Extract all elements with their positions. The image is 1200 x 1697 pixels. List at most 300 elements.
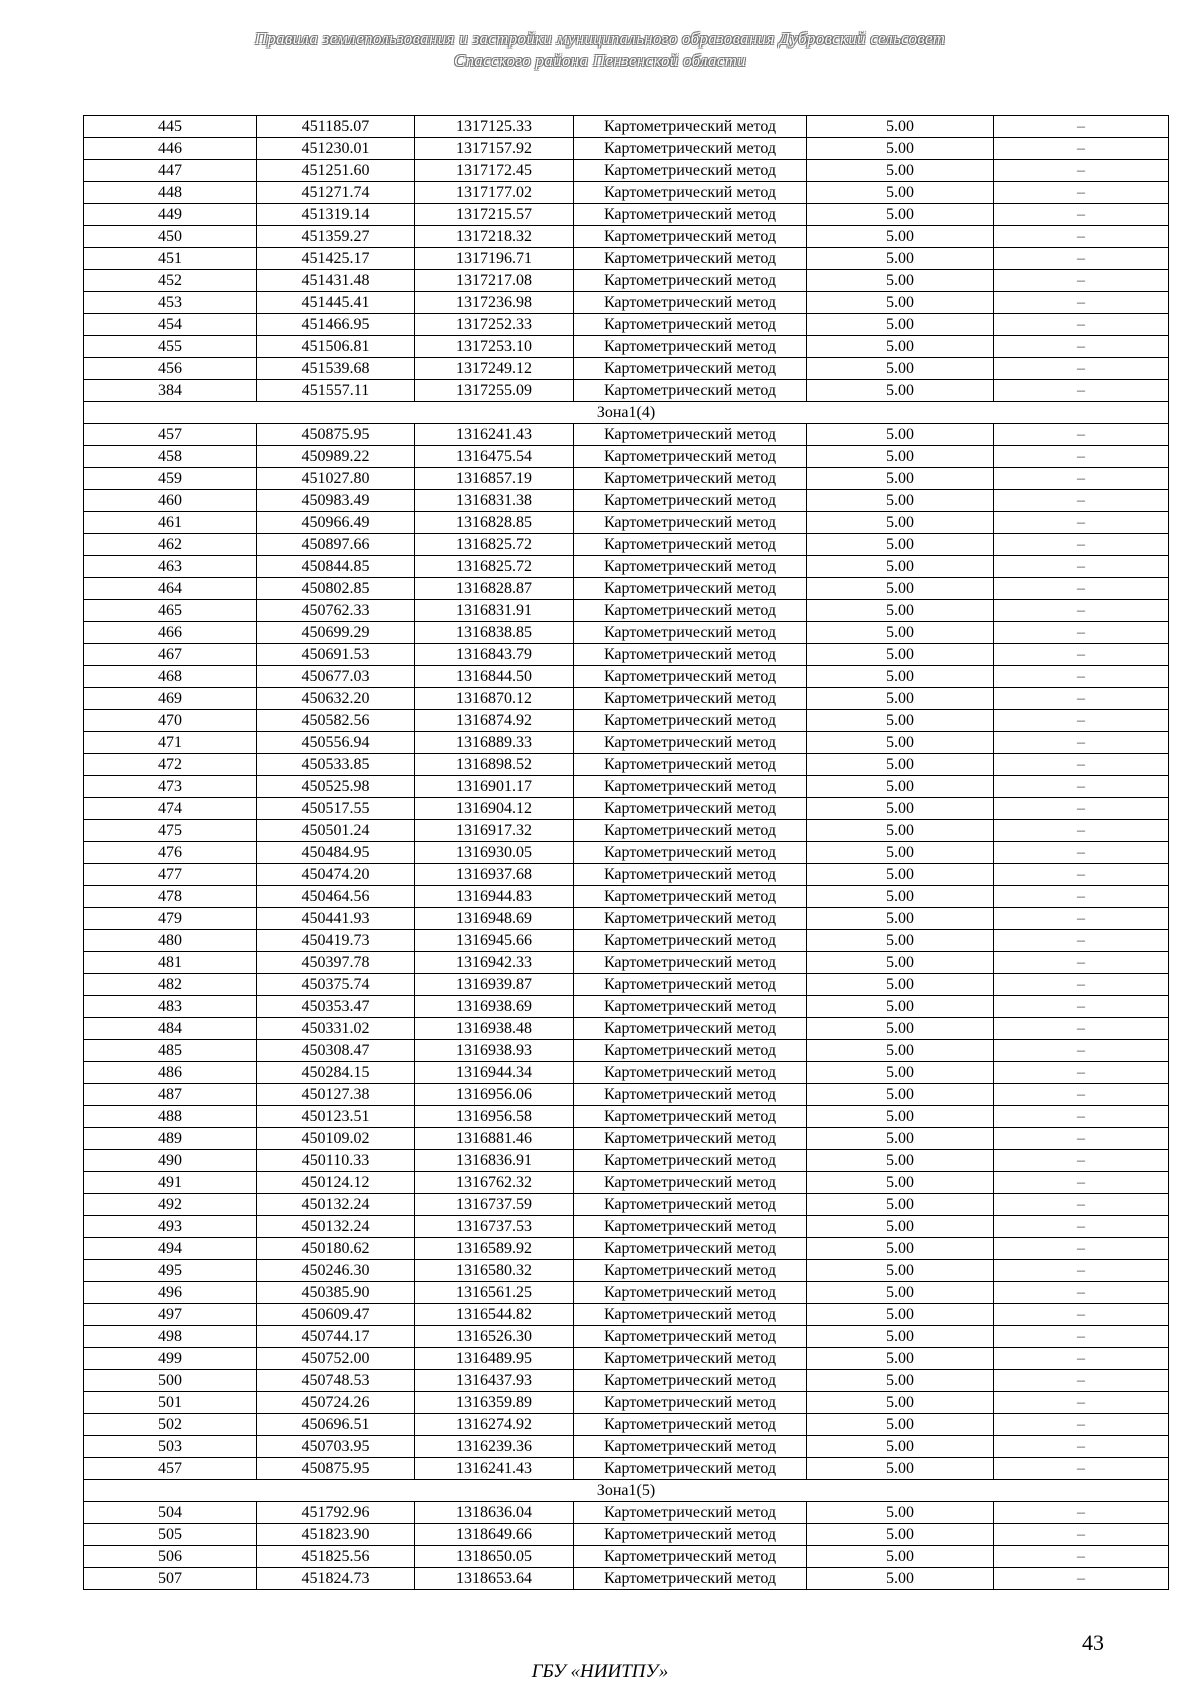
method-cell: Картометрический метод [574, 688, 807, 710]
accuracy-cell: 5.00 [807, 798, 994, 820]
table-row [84, 666, 1169, 688]
note-cell: – [994, 798, 1169, 820]
point-number-cell: 503 [84, 1436, 257, 1458]
accuracy-cell: 5.00 [807, 600, 994, 622]
note-cell: – [994, 1106, 1169, 1128]
note-cell: – [994, 864, 1169, 886]
point-number-cell: 501 [84, 1392, 257, 1414]
point-number-cell: 502 [84, 1414, 257, 1436]
x-coordinate-cell: 450484.95 [257, 842, 415, 864]
y-coordinate-cell: 1316937.68 [415, 864, 574, 886]
y-coordinate-cell: 1316870.12 [415, 688, 574, 710]
accuracy-cell: 5.00 [807, 292, 994, 314]
y-coordinate-cell: 1316944.83 [415, 886, 574, 908]
accuracy-cell: 5.00 [807, 1370, 994, 1392]
accuracy-cell: 5.00 [807, 578, 994, 600]
table-row [84, 160, 1169, 182]
point-number-cell: 506 [84, 1546, 257, 1568]
note-cell: – [994, 754, 1169, 776]
y-coordinate-cell: 1317249.12 [415, 358, 574, 380]
x-coordinate-cell: 451792.96 [257, 1502, 415, 1524]
accuracy-cell: 5.00 [807, 1524, 994, 1546]
accuracy-cell: 5.00 [807, 974, 994, 996]
table-row [84, 1150, 1169, 1172]
point-number-cell: 466 [84, 622, 257, 644]
x-coordinate-cell: 450517.55 [257, 798, 415, 820]
note-cell: – [994, 1524, 1169, 1546]
x-coordinate-cell: 451539.68 [257, 358, 415, 380]
accuracy-cell: 5.00 [807, 270, 994, 292]
point-number-cell: 384 [84, 380, 257, 402]
point-number-cell: 491 [84, 1172, 257, 1194]
point-number-cell: 450 [84, 226, 257, 248]
method-cell: Картометрический метод [574, 314, 807, 336]
accuracy-cell: 5.00 [807, 1238, 994, 1260]
point-number-cell: 465 [84, 600, 257, 622]
note-cell: – [994, 1392, 1169, 1414]
x-coordinate-cell: 450397.78 [257, 952, 415, 974]
y-coordinate-cell: 1316737.59 [415, 1194, 574, 1216]
table-row [84, 1018, 1169, 1040]
y-coordinate-cell: 1316489.95 [415, 1348, 574, 1370]
table-row [84, 1260, 1169, 1282]
point-number-cell: 474 [84, 798, 257, 820]
x-coordinate-cell: 451230.01 [257, 138, 415, 160]
x-coordinate-cell: 450748.53 [257, 1370, 415, 1392]
point-number-cell: 479 [84, 908, 257, 930]
accuracy-cell: 5.00 [807, 1084, 994, 1106]
method-cell: Картометрический метод [574, 1326, 807, 1348]
point-number-cell: 451 [84, 248, 257, 270]
note-cell: – [994, 710, 1169, 732]
accuracy-cell: 5.00 [807, 138, 994, 160]
y-coordinate-cell: 1317218.32 [415, 226, 574, 248]
x-coordinate-cell: 450696.51 [257, 1414, 415, 1436]
accuracy-cell: 5.00 [807, 1106, 994, 1128]
point-number-cell: 455 [84, 336, 257, 358]
x-coordinate-cell: 450353.47 [257, 996, 415, 1018]
table-row [84, 358, 1169, 380]
point-number-cell: 505 [84, 1524, 257, 1546]
point-number-cell: 486 [84, 1062, 257, 1084]
note-cell: – [994, 534, 1169, 556]
x-coordinate-cell: 451431.48 [257, 270, 415, 292]
x-coordinate-cell: 450525.98 [257, 776, 415, 798]
y-coordinate-cell: 1316956.06 [415, 1084, 574, 1106]
point-number-cell: 485 [84, 1040, 257, 1062]
method-cell: Картометрический метод [574, 534, 807, 556]
x-coordinate-cell: 450127.38 [257, 1084, 415, 1106]
x-coordinate-cell: 450331.02 [257, 1018, 415, 1040]
x-coordinate-cell: 450110.33 [257, 1150, 415, 1172]
point-number-cell: 468 [84, 666, 257, 688]
y-coordinate-cell: 1316831.38 [415, 490, 574, 512]
accuracy-cell: 5.00 [807, 820, 994, 842]
accuracy-cell: 5.00 [807, 160, 994, 182]
accuracy-cell: 5.00 [807, 1568, 994, 1590]
x-coordinate-cell: 451425.17 [257, 248, 415, 270]
point-number-cell: 456 [84, 358, 257, 380]
point-number-cell: 484 [84, 1018, 257, 1040]
note-cell: – [994, 1172, 1169, 1194]
x-coordinate-cell: 450375.74 [257, 974, 415, 996]
point-number-cell: 464 [84, 578, 257, 600]
note-cell: – [994, 468, 1169, 490]
note-cell: – [994, 930, 1169, 952]
point-number-cell: 497 [84, 1304, 257, 1326]
accuracy-cell: 5.00 [807, 116, 994, 138]
table-row [84, 930, 1169, 952]
coordinates-table-body [84, 116, 1169, 1590]
table-row [84, 842, 1169, 864]
y-coordinate-cell: 1316831.91 [415, 600, 574, 622]
y-coordinate-cell: 1316825.72 [415, 534, 574, 556]
note-cell: – [994, 1084, 1169, 1106]
note-cell: – [994, 1370, 1169, 1392]
page-number: 43 [1082, 1630, 1104, 1655]
table-row [84, 248, 1169, 270]
x-coordinate-cell: 450966.49 [257, 512, 415, 534]
method-cell: Картометрический метод [574, 1128, 807, 1150]
y-coordinate-cell: 1318653.64 [415, 1568, 574, 1590]
table-row [84, 1524, 1169, 1546]
table-row [84, 1062, 1169, 1084]
method-cell: Картометрический метод [574, 512, 807, 534]
note-cell: – [994, 578, 1169, 600]
zone-header-row [84, 402, 1169, 424]
y-coordinate-cell: 1316475.54 [415, 446, 574, 468]
method-cell: Картометрический метод [574, 886, 807, 908]
table-row [84, 490, 1169, 512]
note-cell: – [994, 138, 1169, 160]
note-cell: – [994, 952, 1169, 974]
note-cell: – [994, 1568, 1169, 1590]
point-number-cell: 457 [84, 424, 257, 446]
method-cell: Картометрический метод [574, 1040, 807, 1062]
point-number-cell: 494 [84, 1238, 257, 1260]
y-coordinate-cell: 1316844.50 [415, 666, 574, 688]
note-cell: – [994, 1282, 1169, 1304]
accuracy-cell: 5.00 [807, 1414, 994, 1436]
note-cell: – [994, 248, 1169, 270]
note-cell: – [994, 182, 1169, 204]
table-row [84, 314, 1169, 336]
accuracy-cell: 5.00 [807, 1260, 994, 1282]
point-number-cell: 482 [84, 974, 257, 996]
y-coordinate-cell: 1316874.92 [415, 710, 574, 732]
table-row [84, 974, 1169, 996]
x-coordinate-cell: 450533.85 [257, 754, 415, 776]
note-cell: – [994, 336, 1169, 358]
point-number-cell: 457 [84, 1458, 257, 1480]
table-row [84, 710, 1169, 732]
y-coordinate-cell: 1316359.89 [415, 1392, 574, 1414]
accuracy-cell: 5.00 [807, 996, 994, 1018]
point-number-cell: 469 [84, 688, 257, 710]
table-row [84, 820, 1169, 842]
table-row [84, 754, 1169, 776]
table-row [84, 578, 1169, 600]
note-cell: – [994, 732, 1169, 754]
x-coordinate-cell: 450441.93 [257, 908, 415, 930]
note-cell: – [994, 1040, 1169, 1062]
y-coordinate-cell: 1316956.58 [415, 1106, 574, 1128]
y-coordinate-cell: 1318649.66 [415, 1524, 574, 1546]
method-cell: Картометрический метод [574, 336, 807, 358]
accuracy-cell: 5.00 [807, 1282, 994, 1304]
accuracy-cell: 5.00 [807, 732, 994, 754]
y-coordinate-cell: 1316938.48 [415, 1018, 574, 1040]
table-row [84, 204, 1169, 226]
y-coordinate-cell: 1316945.66 [415, 930, 574, 952]
accuracy-cell: 5.00 [807, 908, 994, 930]
method-cell: Картометрический метод [574, 1502, 807, 1524]
accuracy-cell: 5.00 [807, 314, 994, 336]
note-cell: – [994, 908, 1169, 930]
table-row [84, 776, 1169, 798]
point-number-cell: 496 [84, 1282, 257, 1304]
note-cell: – [994, 358, 1169, 380]
method-cell: Картометрический метод [574, 622, 807, 644]
accuracy-cell: 5.00 [807, 182, 994, 204]
note-cell: – [994, 1216, 1169, 1238]
accuracy-cell: 5.00 [807, 1216, 994, 1238]
y-coordinate-cell: 1317255.09 [415, 380, 574, 402]
x-coordinate-cell: 450308.47 [257, 1040, 415, 1062]
method-cell: Картометрический метод [574, 1524, 807, 1546]
method-cell: Картометрический метод [574, 1172, 807, 1194]
y-coordinate-cell: 1316825.72 [415, 556, 574, 578]
method-cell: Картометрический метод [574, 160, 807, 182]
method-cell: Картометрический метод [574, 776, 807, 798]
note-cell: – [994, 688, 1169, 710]
x-coordinate-cell: 450284.15 [257, 1062, 415, 1084]
method-cell: Картометрический метод [574, 1304, 807, 1326]
y-coordinate-cell: 1316589.92 [415, 1238, 574, 1260]
note-cell: – [994, 314, 1169, 336]
accuracy-cell: 5.00 [807, 1436, 994, 1458]
note-cell: – [994, 842, 1169, 864]
method-cell: Картометрический метод [574, 710, 807, 732]
y-coordinate-cell: 1318636.04 [415, 1502, 574, 1524]
y-coordinate-cell: 1316526.30 [415, 1326, 574, 1348]
method-cell: Картометрический метод [574, 798, 807, 820]
x-coordinate-cell: 451824.73 [257, 1568, 415, 1590]
accuracy-cell: 5.00 [807, 358, 994, 380]
x-coordinate-cell: 451319.14 [257, 204, 415, 226]
point-number-cell: 480 [84, 930, 257, 952]
note-cell: – [994, 1546, 1169, 1568]
point-number-cell: 500 [84, 1370, 257, 1392]
table-row [84, 270, 1169, 292]
x-coordinate-cell: 450419.73 [257, 930, 415, 952]
y-coordinate-cell: 1316241.43 [415, 1458, 574, 1480]
y-coordinate-cell: 1316843.79 [415, 644, 574, 666]
accuracy-cell: 5.00 [807, 1150, 994, 1172]
method-cell: Картометрический метод [574, 424, 807, 446]
y-coordinate-cell: 1317196.71 [415, 248, 574, 270]
x-coordinate-cell: 451185.07 [257, 116, 415, 138]
x-coordinate-cell: 450246.30 [257, 1260, 415, 1282]
point-number-cell: 460 [84, 490, 257, 512]
x-coordinate-cell: 450744.17 [257, 1326, 415, 1348]
accuracy-cell: 5.00 [807, 688, 994, 710]
note-cell: – [994, 974, 1169, 996]
method-cell: Картометрический метод [574, 952, 807, 974]
table-row [84, 1282, 1169, 1304]
method-cell: Картометрический метод [574, 1458, 807, 1480]
table-row [84, 1304, 1169, 1326]
point-number-cell: 493 [84, 1216, 257, 1238]
method-cell: Картометрический метод [574, 820, 807, 842]
y-coordinate-cell: 1316881.46 [415, 1128, 574, 1150]
point-number-cell: 448 [84, 182, 257, 204]
y-coordinate-cell: 1316942.33 [415, 952, 574, 974]
x-coordinate-cell: 450109.02 [257, 1128, 415, 1150]
y-coordinate-cell: 1317236.98 [415, 292, 574, 314]
x-coordinate-cell: 450609.47 [257, 1304, 415, 1326]
accuracy-cell: 5.00 [807, 886, 994, 908]
table-row [84, 1128, 1169, 1150]
point-number-cell: 462 [84, 534, 257, 556]
accuracy-cell: 5.00 [807, 952, 994, 974]
accuracy-cell: 5.00 [807, 534, 994, 556]
method-cell: Картометрический метод [574, 1062, 807, 1084]
y-coordinate-cell: 1316917.32 [415, 820, 574, 842]
x-coordinate-cell: 451557.11 [257, 380, 415, 402]
note-cell: – [994, 1018, 1169, 1040]
x-coordinate-cell: 450385.90 [257, 1282, 415, 1304]
x-coordinate-cell: 450501.24 [257, 820, 415, 842]
table-row [84, 1502, 1169, 1524]
note-cell: – [994, 886, 1169, 908]
x-coordinate-cell: 451825.56 [257, 1546, 415, 1568]
note-cell: – [994, 1260, 1169, 1282]
note-cell: – [994, 424, 1169, 446]
y-coordinate-cell: 1317157.92 [415, 138, 574, 160]
note-cell: – [994, 1304, 1169, 1326]
note-cell: – [994, 644, 1169, 666]
y-coordinate-cell: 1317252.33 [415, 314, 574, 336]
y-coordinate-cell: 1316889.33 [415, 732, 574, 754]
method-cell: Картометрический метод [574, 666, 807, 688]
x-coordinate-cell: 451251.60 [257, 160, 415, 182]
table-row [84, 1172, 1169, 1194]
x-coordinate-cell: 450752.00 [257, 1348, 415, 1370]
method-cell: Картометрический метод [574, 600, 807, 622]
method-cell: Картометрический метод [574, 930, 807, 952]
method-cell: Картометрический метод [574, 1018, 807, 1040]
y-coordinate-cell: 1316239.36 [415, 1436, 574, 1458]
point-number-cell: 507 [84, 1568, 257, 1590]
point-number-cell: 504 [84, 1502, 257, 1524]
x-coordinate-cell: 450875.95 [257, 1458, 415, 1480]
table-row [84, 380, 1169, 402]
table-row [84, 798, 1169, 820]
method-cell: Картометрический метод [574, 204, 807, 226]
y-coordinate-cell: 1316948.69 [415, 908, 574, 930]
method-cell: Картометрический метод [574, 270, 807, 292]
x-coordinate-cell: 450875.95 [257, 424, 415, 446]
table-row [84, 1216, 1169, 1238]
method-cell: Картометрический метод [574, 1282, 807, 1304]
y-coordinate-cell: 1316901.17 [415, 776, 574, 798]
y-coordinate-cell: 1316944.34 [415, 1062, 574, 1084]
y-coordinate-cell: 1316437.93 [415, 1370, 574, 1392]
method-cell: Картометрический метод [574, 292, 807, 314]
accuracy-cell: 5.00 [807, 644, 994, 666]
method-cell: Картометрический метод [574, 1216, 807, 1238]
table-row [84, 292, 1169, 314]
note-cell: – [994, 556, 1169, 578]
note-cell: – [994, 776, 1169, 798]
accuracy-cell: 5.00 [807, 842, 994, 864]
x-coordinate-cell: 450699.29 [257, 622, 415, 644]
x-coordinate-cell: 450474.20 [257, 864, 415, 886]
y-coordinate-cell: 1316904.12 [415, 798, 574, 820]
method-cell: Картометрический метод [574, 446, 807, 468]
note-cell: – [994, 1436, 1169, 1458]
table-row [84, 116, 1169, 138]
accuracy-cell: 5.00 [807, 1040, 994, 1062]
point-number-cell: 445 [84, 116, 257, 138]
method-cell: Картометрический метод [574, 754, 807, 776]
accuracy-cell: 5.00 [807, 446, 994, 468]
accuracy-cell: 5.00 [807, 1326, 994, 1348]
method-cell: Картометрический метод [574, 1414, 807, 1436]
note-cell: – [994, 1062, 1169, 1084]
accuracy-cell: 5.00 [807, 1348, 994, 1370]
point-number-cell: 471 [84, 732, 257, 754]
x-coordinate-cell: 450897.66 [257, 534, 415, 556]
point-number-cell: 481 [84, 952, 257, 974]
table-row [84, 1238, 1169, 1260]
accuracy-cell: 5.00 [807, 1392, 994, 1414]
note-cell: – [994, 1348, 1169, 1370]
note-cell: – [994, 204, 1169, 226]
method-cell: Картометрический метод [574, 1392, 807, 1414]
accuracy-cell: 5.00 [807, 380, 994, 402]
table-row [84, 226, 1169, 248]
method-cell: Картометрический метод [574, 732, 807, 754]
x-coordinate-cell: 450124.12 [257, 1172, 415, 1194]
method-cell: Картометрический метод [574, 996, 807, 1018]
note-cell: – [994, 1414, 1169, 1436]
method-cell: Картометрический метод [574, 864, 807, 886]
point-number-cell: 461 [84, 512, 257, 534]
table-row [84, 1436, 1169, 1458]
x-coordinate-cell: 450464.56 [257, 886, 415, 908]
note-cell: – [994, 622, 1169, 644]
x-coordinate-cell: 451506.81 [257, 336, 415, 358]
table-row [84, 424, 1169, 446]
page-header [0, 28, 1200, 72]
method-cell: Картометрический метод [574, 1436, 807, 1458]
y-coordinate-cell: 1316737.53 [415, 1216, 574, 1238]
note-cell: – [994, 270, 1169, 292]
point-number-cell: 477 [84, 864, 257, 886]
y-coordinate-cell: 1316241.43 [415, 424, 574, 446]
note-cell: – [994, 1502, 1169, 1524]
y-coordinate-cell: 1317177.02 [415, 182, 574, 204]
x-coordinate-cell: 450132.24 [257, 1216, 415, 1238]
note-cell: – [994, 1150, 1169, 1172]
table-row [84, 644, 1169, 666]
note-cell: – [994, 996, 1169, 1018]
point-number-cell: 473 [84, 776, 257, 798]
table-row [84, 1414, 1169, 1436]
accuracy-cell: 5.00 [807, 1458, 994, 1480]
